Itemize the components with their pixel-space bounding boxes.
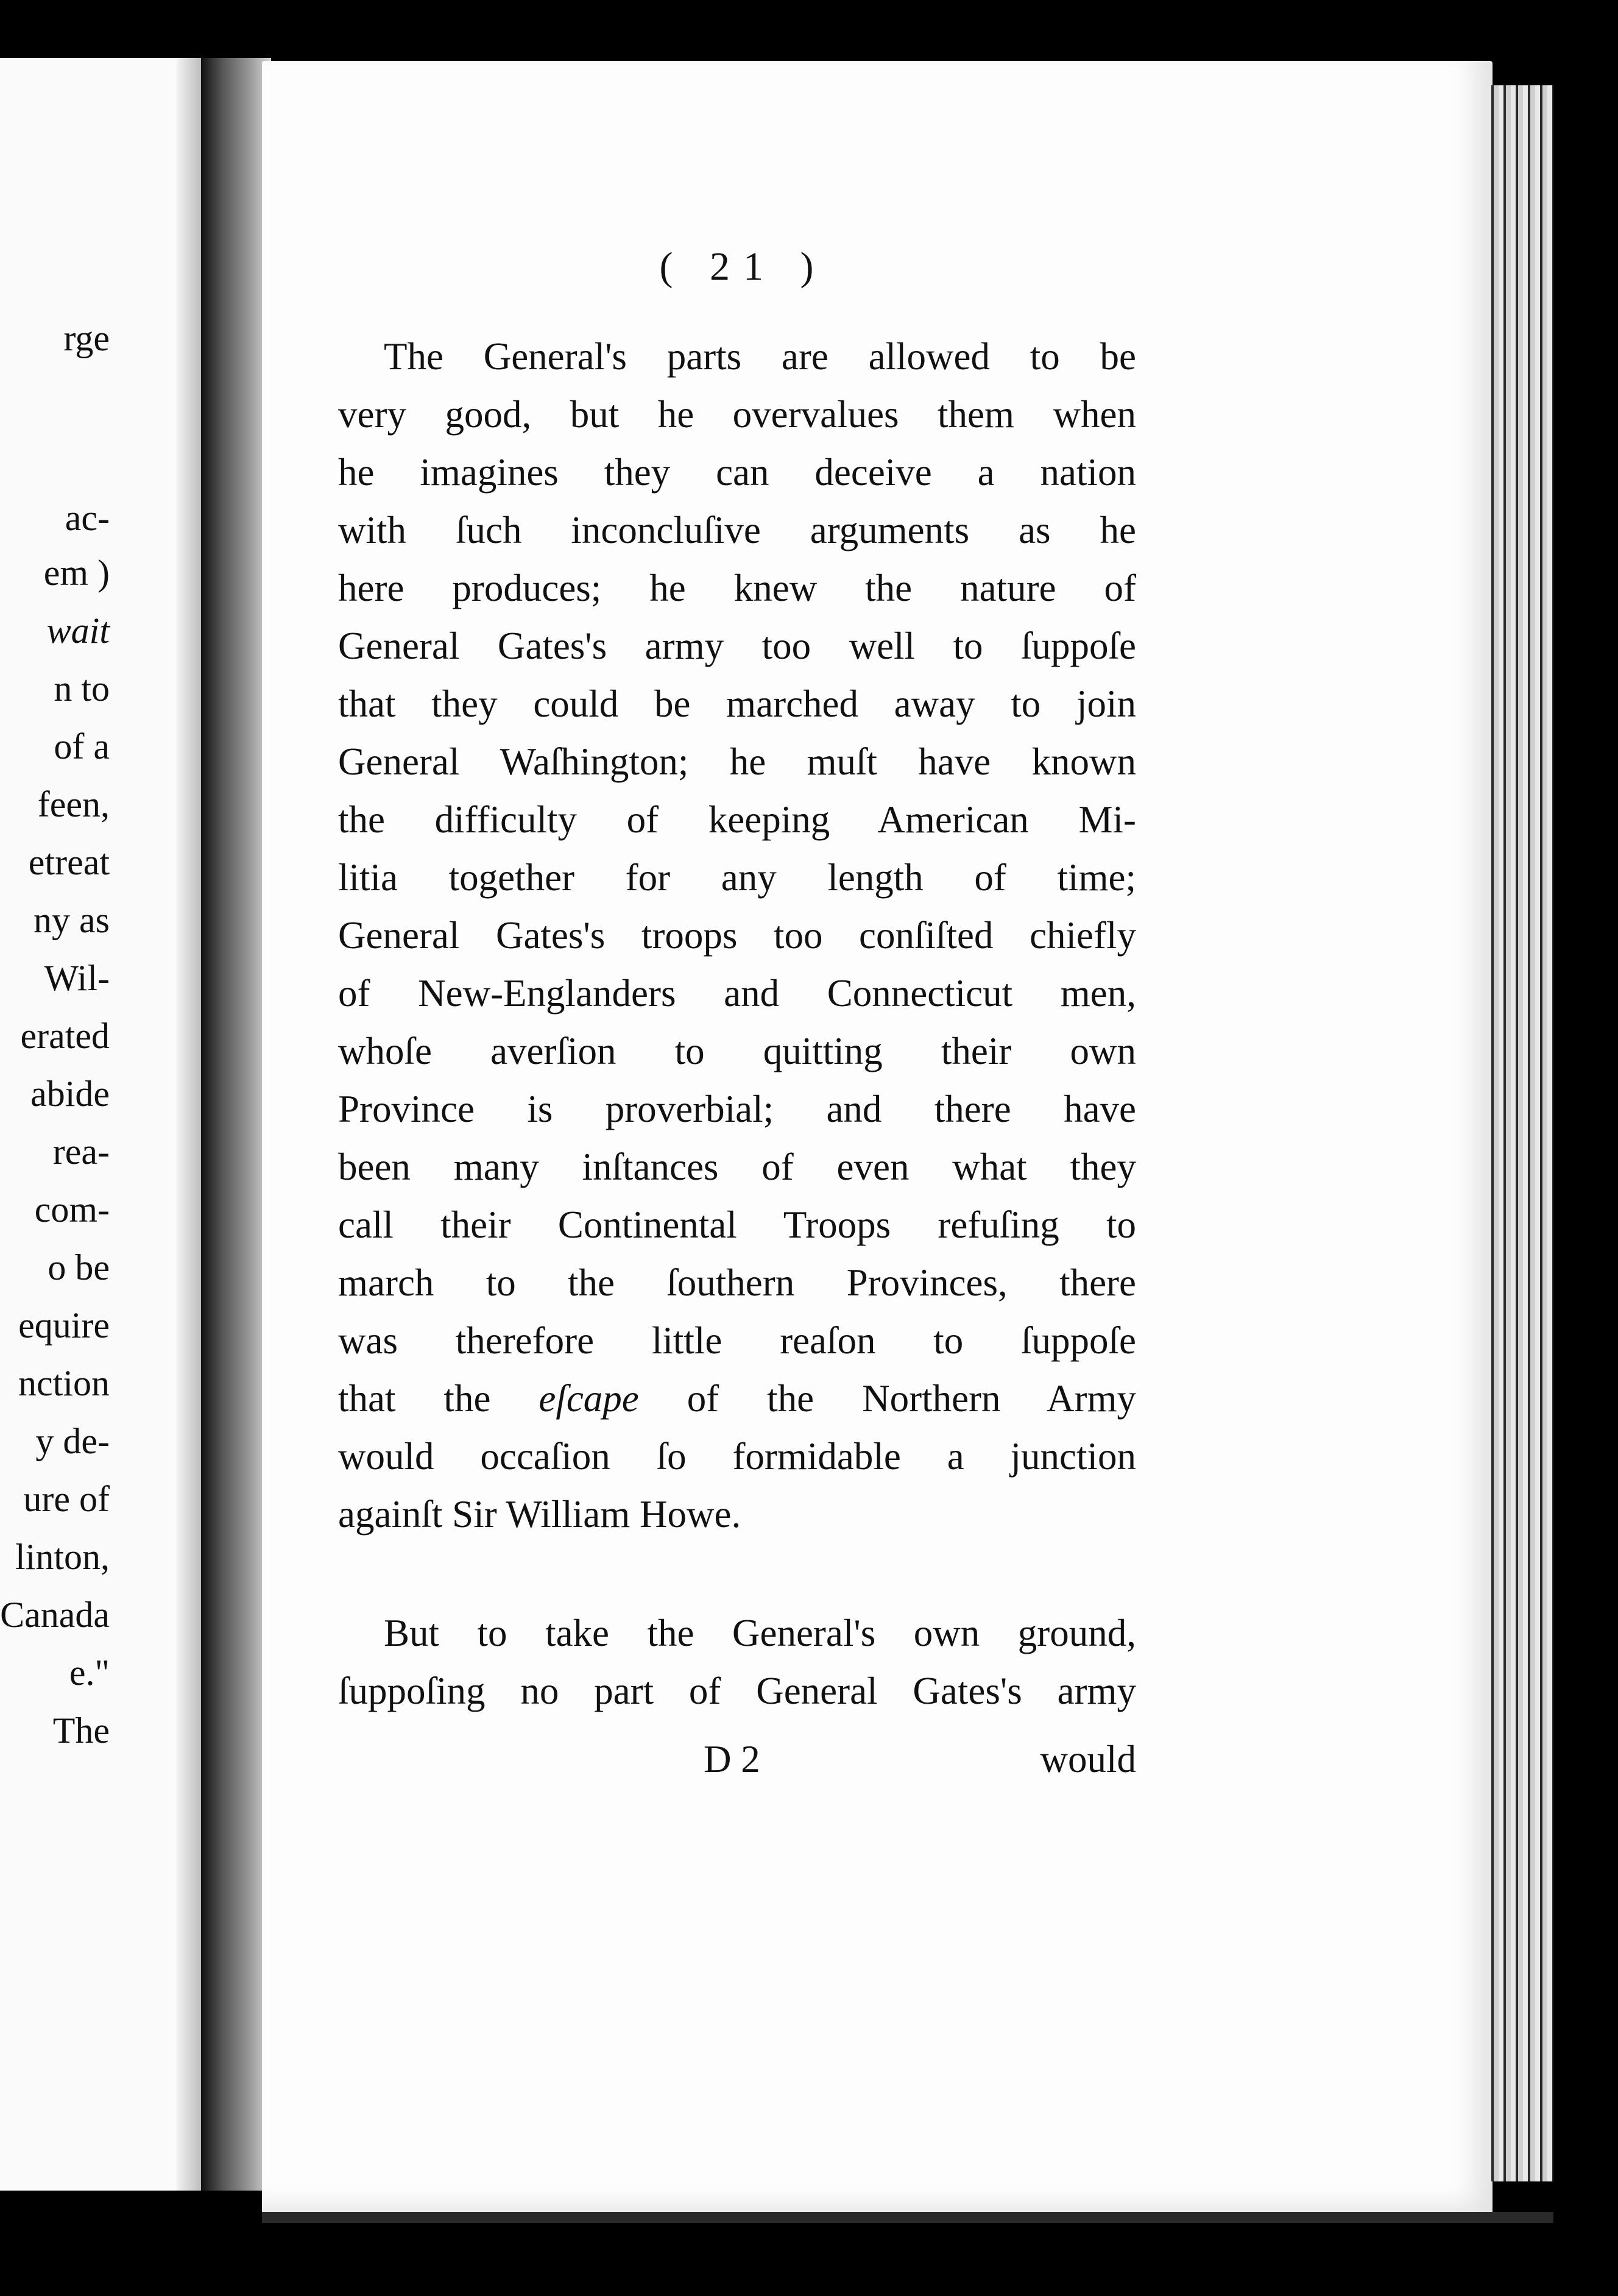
text-line: was therefore little reaſon to ſuppoſe [338, 1319, 1136, 1362]
left-page-line: Canada [0, 1595, 110, 1635]
text-line: he imagines they can deceive a nation [338, 451, 1136, 494]
page-gutter-shadow [177, 58, 201, 2191]
text-line: But to take the General's own ground, [384, 1612, 1136, 1654]
left-page-line: of a [54, 726, 110, 767]
paragraph [338, 1604, 1136, 1720]
left-page-line: linton, [15, 1537, 110, 1577]
left-page-line: o be [48, 1247, 110, 1288]
text-line: been many inſtances of even what they [338, 1146, 1136, 1188]
left-page-line: equire [18, 1305, 110, 1345]
left-page-line: em ) [43, 553, 110, 593]
page-footer [338, 1731, 1136, 1788]
left-page-line: abide [30, 1074, 110, 1114]
text-line: that they could be marched away to join [338, 682, 1136, 725]
text-line: againſt Sir William Howe. [338, 1493, 741, 1536]
page-body-text [338, 328, 1136, 1720]
left-page-line: wait [46, 611, 110, 651]
text-line: of New-Englanders and Connecticut men, [338, 972, 1136, 1015]
left-page-line: etreat [28, 842, 110, 882]
left-page-line: Wil- [44, 958, 110, 998]
text-line: would occaſion ſo formidable a junction [338, 1435, 1136, 1478]
page-bottom-edge [262, 2212, 1553, 2223]
text-line: march to the ſouthern Provinces, there [338, 1261, 1136, 1304]
paragraph [338, 328, 1136, 1543]
text-line: the difficulty of keeping American Mi- [338, 798, 1136, 841]
text-line: Province is proverbial; and there have [338, 1088, 1136, 1130]
left-page-line: y de- [35, 1421, 110, 1461]
paragraph-gap [338, 1543, 1136, 1604]
left-page-line: com- [34, 1189, 110, 1230]
text-line: with ſuch inconcluſive arguments as he [338, 509, 1136, 551]
text-line: ſuppoſing no part of General Gates's army [338, 1670, 1136, 1712]
text-line: The General's parts are allowed to be [384, 335, 1136, 378]
catchword: would [1040, 1738, 1136, 1780]
text-line: call their Continental Troops refuſing to [338, 1203, 1136, 1246]
page-number: ( 21 ) [659, 244, 827, 289]
text-line: litia together for any length of time; [338, 856, 1136, 899]
left-page-line: The [52, 1710, 110, 1751]
left-page-line: rea- [52, 1132, 110, 1172]
left-page-line: ny as [34, 900, 110, 940]
text-line: here produces; he knew the nature of [338, 567, 1136, 609]
page-edges [1486, 85, 1553, 2181]
left-page-line: erated [20, 1016, 110, 1056]
left-page-line: ure of [23, 1479, 110, 1519]
left-page-line: nction [18, 1363, 110, 1403]
left-page-line: rge [63, 318, 110, 358]
text-line: General Gates's troops too conſiſted chiefly [338, 914, 1136, 957]
book-binding-shadow [201, 58, 271, 2191]
left-page-line: feen, [37, 784, 110, 824]
previous-page-fragment [0, 58, 201, 2191]
left-page-line: n to [54, 668, 110, 709]
left-page-line: e." [69, 1653, 110, 1693]
left-page-line: ac- [65, 498, 110, 538]
text-line: that the eſcape of the Northern Army [338, 1377, 1137, 1420]
italic-word: eſcape [539, 1377, 639, 1420]
text-line: General Gates's army too well to ſuppoſe [338, 625, 1136, 667]
text-line: whoſe averſion to quitting their own [338, 1030, 1136, 1072]
signature-mark: D 2 [704, 1738, 760, 1780]
text-line: General Waſhington; he muſt have known [338, 740, 1136, 783]
text-line: very good, but he overvalues them when [338, 393, 1136, 436]
